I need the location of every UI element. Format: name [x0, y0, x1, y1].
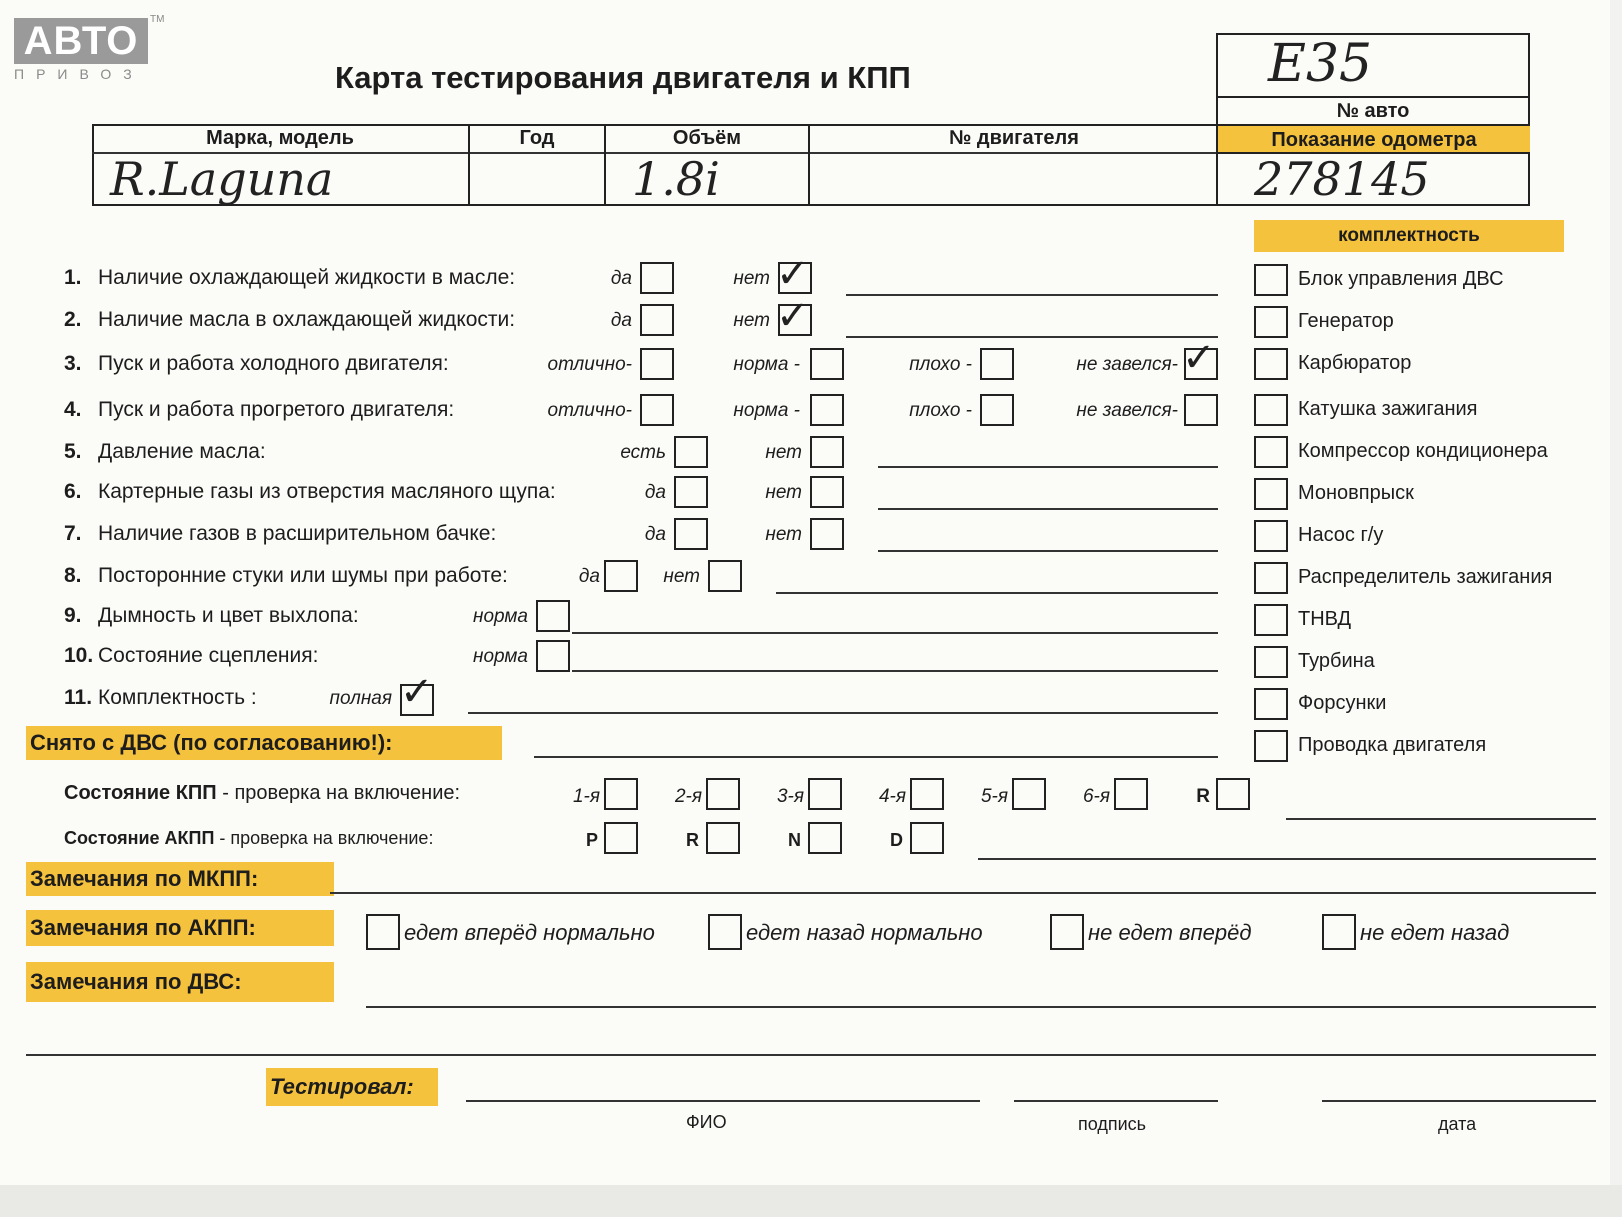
- option-label: есть: [620, 442, 666, 463]
- akpp-r-checkbox[interactable]: [706, 822, 740, 854]
- question-2: Наличие масла в охлаждающей жидкости:: [98, 308, 516, 331]
- akpp-option-label: едет вперёд нормально: [404, 920, 655, 945]
- option-label: да: [610, 310, 632, 331]
- q-number: 6.: [64, 480, 82, 503]
- komplekt-item: Проводка двигателя: [1298, 734, 1487, 756]
- remarks-dvs-line: [366, 1006, 1596, 1008]
- kpp-notes-line: [1286, 818, 1596, 820]
- q3-bad-checkbox[interactable]: [980, 348, 1014, 380]
- fio-caption: ФИО: [686, 1112, 727, 1132]
- option-label: нет: [663, 566, 700, 587]
- q6-no-checkbox[interactable]: [810, 476, 844, 508]
- option-label: да: [644, 524, 666, 545]
- question-4: Пуск и работа прогретого двигателя:: [98, 398, 455, 421]
- option-label: плохо -: [909, 354, 972, 375]
- komplekt-checkbox[interactable]: [1254, 520, 1288, 552]
- question-3: Пуск и работа холодного двигателя:: [98, 352, 449, 375]
- option-label: не завелся-: [1076, 354, 1178, 375]
- question-1: Наличие охлаждающей жидкости в масле:: [98, 266, 516, 289]
- komplekt-checkbox[interactable]: [1254, 394, 1288, 426]
- q5-no-checkbox[interactable]: [810, 436, 844, 468]
- gear-label: 2-я: [674, 786, 702, 807]
- komplekt-item: ТНВД: [1298, 608, 1352, 630]
- header-year: Год: [519, 127, 555, 149]
- option-label: нет: [733, 268, 770, 289]
- model-value: R.Laguna: [110, 152, 334, 206]
- option-label: отлично-: [547, 400, 632, 421]
- komplekt-item: Компрессор кондиционера: [1298, 440, 1548, 462]
- akpp-mode-label: D: [890, 830, 903, 850]
- komplekt-checkbox[interactable]: [1254, 604, 1288, 636]
- question-7: Наличие газов в расширительном бачке:: [98, 522, 497, 545]
- q4-not-started-checkbox[interactable]: [1184, 394, 1218, 426]
- question-8: Посторонние стуки или шумы при работе:: [98, 564, 508, 587]
- komplekt-checkbox[interactable]: [1254, 478, 1288, 510]
- komplekt-checkbox[interactable]: [1254, 348, 1288, 380]
- q-number: 9.: [64, 604, 82, 627]
- q1-notes-line: [846, 294, 1218, 296]
- option-label: да: [644, 482, 666, 503]
- option-label: нет: [733, 310, 770, 331]
- odometer-label: Показание одометра: [1271, 129, 1477, 151]
- komplekt-checkbox[interactable]: [1254, 562, 1288, 594]
- gear-label: R: [1196, 786, 1210, 807]
- gear-label: 5-я: [980, 786, 1008, 807]
- q6-yes-checkbox[interactable]: [674, 476, 708, 508]
- q-number: 5.: [64, 440, 82, 463]
- q4-bad-checkbox[interactable]: [980, 394, 1014, 426]
- komplekt-item: Форсунки: [1298, 692, 1387, 714]
- kpp-label: [64, 782, 460, 805]
- q7-yes-checkbox[interactable]: [674, 518, 708, 550]
- akpp-option-label: не едет назад: [1360, 920, 1510, 945]
- akpp-forward-ok-checkbox[interactable]: [366, 914, 400, 950]
- option-label: полная: [329, 688, 392, 709]
- option-label: норма: [473, 606, 528, 627]
- kpp-label-rest: - проверка на включение:: [216, 782, 461, 804]
- akpp-mode-label: N: [788, 830, 801, 850]
- q10-normal-checkbox[interactable]: [536, 640, 570, 672]
- akpp-option-label: не едет вперёд: [1088, 920, 1252, 945]
- gear-2-checkbox[interactable]: [706, 778, 740, 810]
- q-number: 10.: [64, 644, 94, 667]
- q2-notes-line: [846, 336, 1218, 338]
- komplekt-checkbox[interactable]: [1254, 306, 1288, 338]
- option-label: норма -: [733, 400, 800, 421]
- gear-r-checkbox[interactable]: [1216, 778, 1250, 810]
- komplekt-item: Моновпрыск: [1298, 482, 1414, 504]
- q-number: 7.: [64, 522, 82, 545]
- gear-4-checkbox[interactable]: [910, 778, 944, 810]
- q1-yes-checkbox[interactable]: [640, 262, 674, 294]
- komplekt-checkbox[interactable]: [1254, 264, 1288, 296]
- removed-label: Снято с ДВС (по согласованию!):: [26, 726, 502, 760]
- option-label: да: [610, 268, 632, 289]
- komplekt-checkbox[interactable]: [1254, 688, 1288, 720]
- komplekt-item: Генератор: [1298, 310, 1394, 332]
- question-5: Давление масла:: [98, 440, 266, 463]
- akpp-d-checkbox[interactable]: [910, 822, 944, 854]
- option-label: нет: [765, 442, 802, 463]
- remarks-akpp-label: Замечания по АКПП:: [26, 910, 334, 946]
- option-label: норма -: [733, 354, 800, 375]
- kpp-label-bold: Состояние КПП: [64, 782, 217, 804]
- q5-yes-checkbox[interactable]: [674, 436, 708, 468]
- komplekt-checkbox[interactable]: [1254, 436, 1288, 468]
- check-mark-icon: ✓: [776, 251, 810, 297]
- option-label: нет: [765, 482, 802, 503]
- volume-value: 1.8i: [632, 152, 720, 206]
- gear-label: 4-я: [878, 786, 906, 807]
- header-engine-no: № двигателя: [949, 127, 1079, 149]
- gear-6-checkbox[interactable]: [1114, 778, 1148, 810]
- q9-normal-checkbox[interactable]: [536, 600, 570, 632]
- akpp-label-rest: - проверка на включение:: [214, 828, 434, 848]
- q11-notes-line: [468, 712, 1218, 714]
- logo: [14, 18, 148, 64]
- removed-line: [534, 756, 1218, 758]
- q-number: 4.: [64, 398, 82, 421]
- tested-by-label: Тестировал:: [266, 1068, 438, 1106]
- question-9: Дымность и цвет выхлопа:: [98, 604, 359, 627]
- remarks-mkpp-label: Замечания по МКПП:: [26, 862, 334, 896]
- akpp-no-backward-checkbox[interactable]: [1322, 914, 1356, 950]
- option-label: нет: [765, 524, 802, 545]
- remarks-dvs-line-2: [26, 1054, 1596, 1056]
- komplekt-item: Насос г/у: [1298, 524, 1384, 546]
- komplekt-checkbox[interactable]: [1254, 646, 1288, 678]
- akpp-n-checkbox[interactable]: [808, 822, 842, 854]
- q7-notes-line: [878, 550, 1218, 552]
- option-label: да: [578, 566, 600, 587]
- header-model: Марка, модель: [206, 127, 354, 149]
- akpp-mode-label: P: [586, 830, 599, 850]
- gear-label: 6-я: [1082, 786, 1110, 807]
- akpp-notes-line: [978, 858, 1596, 860]
- q8-notes-line: [776, 592, 1218, 594]
- date-caption: дата: [1438, 1114, 1477, 1134]
- q6-notes-line: [878, 508, 1218, 510]
- remarks-dvs-label: Замечания по ДВС:: [26, 962, 334, 1002]
- check-mark-icon: ✓: [1182, 335, 1216, 381]
- akpp-label-bold: Состояние АКПП: [64, 828, 215, 848]
- signature-line: [1014, 1100, 1218, 1102]
- komplekt-item: Карбюратор: [1298, 352, 1412, 374]
- auto-number-value: E35: [1268, 34, 1373, 94]
- q3-normal-checkbox[interactable]: [810, 348, 844, 380]
- scan-edge: [0, 1185, 1622, 1217]
- gear-label: 1-я: [572, 786, 600, 807]
- q4-normal-checkbox[interactable]: [810, 394, 844, 426]
- question-6: Картерные газы из отверстия масляного щупа:: [98, 480, 556, 503]
- q7-no-checkbox[interactable]: [810, 518, 844, 550]
- q10-notes-line: [572, 670, 1218, 672]
- komplekt-title: комплектность: [1254, 220, 1564, 252]
- q-number: 8.: [64, 564, 82, 587]
- akpp-p-checkbox[interactable]: [604, 822, 638, 854]
- page-title: Карта тестирования двигателя и КПП: [335, 60, 911, 95]
- komplekt-item: Распределитель зажигания: [1298, 566, 1553, 588]
- option-label: не завелся-: [1076, 400, 1178, 421]
- option-label: отлично-: [547, 354, 632, 375]
- option-label: плохо -: [909, 400, 972, 421]
- auto-number-label: № авто: [1336, 100, 1410, 122]
- date-line: [1322, 1100, 1596, 1102]
- q5-notes-line: [878, 466, 1218, 468]
- question-10: Состояние сцепления:: [98, 644, 319, 667]
- q2-yes-checkbox[interactable]: [640, 304, 674, 336]
- check-mark-icon: ✓: [776, 293, 810, 339]
- signature-caption: подпись: [1078, 1114, 1147, 1134]
- q-number: 2.: [64, 308, 82, 331]
- question-11: Комплектность :: [98, 686, 257, 709]
- logo-trademark: TM: [150, 14, 165, 25]
- gear-5-checkbox[interactable]: [1012, 778, 1046, 810]
- komplekt-item: Катушка зажигания: [1298, 398, 1478, 420]
- remarks-mkpp-line: [330, 892, 1596, 894]
- gear-label: 3-я: [776, 786, 804, 807]
- q3-excellent-checkbox[interactable]: [640, 348, 674, 380]
- q9-notes-line: [572, 632, 1218, 634]
- header-volume: Объём: [672, 127, 742, 149]
- komplekt-checkbox[interactable]: [1254, 730, 1288, 762]
- odometer-value: 278145: [1254, 152, 1430, 206]
- q-number: 1.: [64, 266, 82, 289]
- logo-subtitle: ПРИВОЗ: [14, 66, 144, 82]
- akpp-no-forward-checkbox[interactable]: [1050, 914, 1084, 950]
- option-label: норма: [473, 646, 528, 667]
- auto-number-cell: [1216, 33, 1530, 98]
- check-mark-icon: ✓: [400, 669, 434, 715]
- q-number: 3.: [64, 352, 82, 375]
- komplekt-item: Блок управления ДВС: [1298, 268, 1504, 290]
- akpp-option-label: едет назад нормально: [746, 920, 983, 945]
- gear-1-checkbox[interactable]: [604, 778, 638, 810]
- q8-yes-checkbox[interactable]: [604, 560, 638, 592]
- akpp-mode-label: R: [686, 830, 699, 850]
- q4-excellent-checkbox[interactable]: [640, 394, 674, 426]
- q8-no-checkbox[interactable]: [708, 560, 742, 592]
- logo-brand: АВТО: [23, 19, 139, 63]
- fio-line: [466, 1100, 980, 1102]
- akpp-label: [64, 828, 433, 849]
- komplekt-item: Турбина: [1298, 650, 1375, 672]
- q-number: 11.: [64, 686, 93, 709]
- akpp-backward-ok-checkbox[interactable]: [708, 914, 742, 950]
- gear-3-checkbox[interactable]: [808, 778, 842, 810]
